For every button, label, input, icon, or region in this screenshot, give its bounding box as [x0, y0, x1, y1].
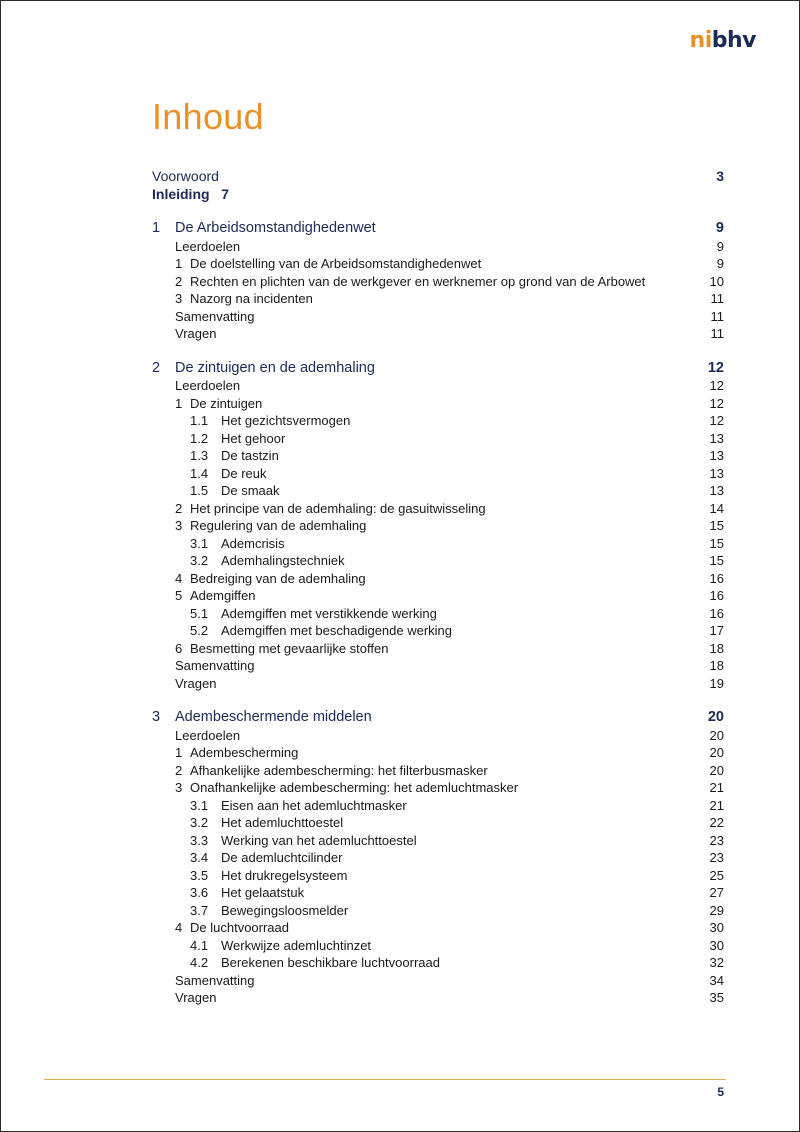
entry-number: 3.7: [190, 902, 209, 918]
chapter-page: 20: [707, 709, 724, 725]
entry-label: Besmetting met gevaarlijke stoffen: [190, 640, 389, 656]
entry-label: De reuk: [221, 465, 267, 481]
entry-page: 11: [710, 326, 724, 341]
entry-label: De ademluchtcilinder: [221, 850, 343, 865]
entry-page: 12: [709, 413, 724, 428]
entry-number: 4.1: [190, 937, 209, 953]
chapter-number: 1: [152, 220, 161, 236]
chapter-page: 9: [715, 220, 724, 236]
entry-page: 30: [709, 920, 724, 935]
entry-label: Leerdoelen: [175, 238, 241, 254]
entry-number: 3: [175, 518, 183, 533]
entry-label: Berekenen beschikbare luchtvoorraad: [221, 955, 440, 970]
entry-label: Vragen: [175, 675, 217, 691]
toc-entry[interactable]: [152, 972, 724, 990]
entry-page: 13: [709, 430, 724, 446]
entry-number: 2: [175, 500, 183, 516]
toc-entry-voorwoord[interactable]: [152, 168, 724, 186]
entry-page: 20: [709, 762, 724, 778]
entry-number: 4: [175, 920, 183, 935]
entry-number: 1.5: [190, 483, 209, 498]
toc-entry[interactable]: [152, 989, 724, 1007]
entry-label: Ademgiffen: [190, 588, 256, 603]
toc-entry[interactable]: [152, 902, 724, 920]
entry-label: Rechten en plichten van de werkgever en werknemer op grond van de Arbowet: [190, 273, 646, 289]
table-of-contents: [152, 168, 724, 1007]
toc-entry[interactable]: [152, 622, 724, 640]
toc-entry[interactable]: [152, 482, 724, 500]
entry-label: Ademcrisis: [221, 535, 285, 551]
toc-entry[interactable]: [152, 430, 724, 448]
entry-label: Samenvatting: [175, 972, 255, 988]
entry-label: Afhankelijke adembescherming: het filterbusmasker: [190, 762, 488, 778]
entry-page: 20: [709, 727, 724, 743]
toc-entry[interactable]: [152, 395, 724, 413]
entry-page: 34: [709, 972, 724, 988]
toc-entry-label: Voorwoord: [152, 168, 219, 184]
entry-number: 1.2: [190, 430, 209, 446]
chapters-container: [152, 203, 724, 1007]
toc-entry[interactable]: [152, 954, 724, 972]
entry-page: 13: [709, 465, 724, 481]
toc-entry-label: Inleiding: [152, 185, 210, 202]
entry-label: Het drukregelsysteem: [221, 867, 348, 883]
entry-label: Leerdoelen: [175, 727, 241, 743]
chapter-number: 3: [152, 709, 161, 725]
entry-label: Ademgiffen met beschadigende werking: [221, 623, 453, 638]
page-number: 5: [717, 1085, 724, 1099]
entry-number: 3: [175, 291, 183, 306]
toc-chapter-3[interactable]: [152, 709, 724, 727]
toc-entry[interactable]: [152, 290, 724, 308]
entry-label: Vragen: [175, 326, 217, 341]
entry-page: 21: [709, 797, 724, 813]
toc-chapter-1[interactable]: [152, 220, 724, 238]
toc-chapter-2[interactable]: [152, 360, 724, 378]
toc-entry[interactable]: [152, 412, 724, 430]
entry-label: Het principe van de ademhaling: de gasuitwisseling: [190, 500, 486, 516]
entry-page: 29: [709, 902, 724, 918]
page-title: Inhoud: [152, 96, 264, 137]
chapter-spacer: [152, 692, 724, 709]
entry-page: 25: [709, 867, 724, 883]
entry-page: 27: [709, 885, 724, 900]
entry-page: 16: [709, 605, 724, 621]
chapter-number: 2: [152, 359, 161, 376]
toc-entry[interactable]: [152, 849, 724, 867]
entry-page: 18: [709, 640, 724, 656]
entry-label: Bewegingsloosmelder: [221, 902, 349, 918]
entry-number: 1: [175, 395, 183, 411]
entry-page: 15: [709, 553, 724, 568]
toc-entry[interactable]: [152, 535, 724, 553]
toc-entry[interactable]: [152, 255, 724, 273]
entry-page: 15: [709, 518, 724, 533]
toc-entry[interactable]: [152, 937, 724, 955]
entry-page: 32: [709, 955, 724, 970]
entry-label: Nazorg na incidenten: [190, 291, 313, 306]
entry-label: Leerdoelen: [175, 378, 241, 393]
entry-label: De zintuigen: [190, 395, 263, 411]
entry-label: Ademhalingstechniek: [221, 553, 345, 568]
entry-page: 23: [709, 832, 724, 848]
entry-page: 30: [709, 937, 724, 953]
toc-entry[interactable]: [152, 779, 724, 797]
toc-entry[interactable]: [152, 832, 724, 850]
entry-label: De smaak: [221, 483, 280, 498]
toc-entry[interactable]: [152, 570, 724, 588]
entry-label: Ademgiffen met verstikkende werking: [221, 605, 437, 621]
toc-entry[interactable]: [152, 919, 724, 937]
entry-page: 10: [709, 273, 724, 289]
entry-label: De doelstelling van de Arbeidsomstandighedenwet: [190, 256, 482, 271]
entry-number: 3.4: [190, 850, 209, 865]
entry-number: 2: [175, 273, 183, 289]
logo-part-bhv: bhv: [711, 28, 756, 53]
entry-number: 1: [175, 745, 183, 760]
chapter-title: Adembeschermende middelen: [175, 709, 372, 725]
entry-number: 3.5: [190, 867, 209, 883]
toc-entry[interactable]: [152, 273, 724, 291]
entry-number: 3.2: [190, 553, 209, 568]
toc-entry[interactable]: [152, 465, 724, 483]
footer-divider: [44, 1079, 726, 1080]
entry-page: 35: [709, 990, 724, 1005]
entry-page: 23: [709, 850, 724, 865]
entry-page: 14: [709, 500, 724, 516]
nibhv-logo: [690, 28, 756, 53]
chapter-spacer: [152, 343, 724, 360]
entry-label: Bedreiging van de ademhaling: [190, 570, 366, 586]
entry-number: 3.3: [190, 832, 209, 848]
entry-page: 20: [709, 745, 724, 760]
entry-page: 13: [709, 483, 724, 498]
entry-number: 3: [175, 780, 183, 795]
toc-entry-inleiding[interactable]: [152, 186, 724, 204]
entry-number: 1.3: [190, 448, 209, 463]
entry-label: Eisen aan het ademluchtmasker: [221, 797, 407, 813]
toc-entry[interactable]: [152, 867, 724, 885]
entry-page: 11: [710, 308, 724, 324]
entry-number: 4: [175, 570, 183, 586]
entry-label: De tastzin: [221, 448, 279, 463]
entry-page: 9: [716, 238, 724, 254]
entry-page: 12: [709, 378, 724, 393]
toc-entry-page: 3: [716, 168, 724, 184]
entry-number: 3.6: [190, 885, 209, 900]
entry-page: 13: [709, 448, 724, 463]
entry-number: 2: [175, 762, 183, 778]
logo-part-ni: ni: [689, 28, 712, 53]
toc-entry-page: 7: [221, 185, 230, 202]
toc-entry[interactable]: [152, 744, 724, 762]
entry-label: Werking van het ademluchttoestel: [221, 832, 417, 848]
chapter-title: De zintuigen en de ademhaling: [175, 359, 375, 376]
toc-entry[interactable]: [152, 377, 724, 395]
entry-page: 22: [709, 815, 724, 830]
entry-number: 5: [175, 588, 183, 603]
entry-number: 4.2: [190, 955, 209, 970]
entry-number: 1.4: [190, 465, 209, 481]
toc-entry[interactable]: [152, 325, 724, 343]
entry-page: 21: [709, 780, 724, 795]
entry-label: Vragen: [175, 990, 217, 1005]
entry-number: 3.1: [190, 797, 209, 813]
entry-number: 5.1: [190, 605, 209, 621]
entry-label: Het gehoor: [221, 430, 286, 446]
toc-entry[interactable]: [152, 797, 724, 815]
entry-label: Adembescherming: [190, 745, 299, 760]
toc-entry[interactable]: [152, 500, 724, 518]
entry-page: 9: [716, 256, 724, 271]
entry-page: 17: [709, 623, 724, 638]
toc-entry[interactable]: [152, 605, 724, 623]
entry-number: 1.1: [190, 413, 209, 428]
entry-page: 18: [709, 658, 724, 673]
toc-entry[interactable]: [152, 675, 724, 693]
toc-entry[interactable]: [152, 587, 724, 605]
entry-number: 5.2: [190, 623, 209, 638]
toc-entry[interactable]: [152, 238, 724, 256]
entry-label: Werkwijze ademluchtinzet: [221, 937, 372, 953]
toc-entry[interactable]: [152, 447, 724, 465]
chapter-spacer: [152, 203, 724, 220]
toc-entry[interactable]: [152, 814, 724, 832]
toc-entry[interactable]: [152, 552, 724, 570]
toc-entry[interactable]: [152, 640, 724, 658]
entry-number: 3.1: [190, 535, 209, 551]
entry-number: 6: [175, 640, 183, 656]
toc-entry[interactable]: [152, 657, 724, 675]
entry-page: 16: [709, 588, 724, 603]
entry-label: Samenvatting: [175, 308, 255, 324]
entry-number: 3.2: [190, 815, 209, 830]
entry-page: 11: [710, 291, 724, 306]
entry-page: 12: [709, 395, 724, 411]
entry-label: Regulering van de ademhaling: [190, 518, 367, 533]
entry-label: Het gelaatstuk: [221, 885, 305, 900]
entry-label: Het ademluchttoestel: [221, 815, 344, 830]
entry-label: Het gezichtsvermogen: [221, 413, 351, 428]
entry-label: Onafhankelijke adembescherming: het ademluchtmasker: [190, 780, 519, 795]
toc-entry[interactable]: [152, 762, 724, 780]
entry-page: 19: [709, 675, 724, 691]
chapter-title: De Arbeidsomstandighedenwet: [175, 220, 376, 236]
entry-page: 16: [709, 570, 724, 586]
entry-number: 1: [175, 256, 183, 271]
entry-page: 15: [709, 535, 724, 551]
toc-entry[interactable]: [152, 727, 724, 745]
toc-entry[interactable]: [152, 517, 724, 535]
entry-label: De luchtvoorraad: [190, 920, 289, 935]
toc-entry[interactable]: [152, 884, 724, 902]
toc-entry[interactable]: [152, 308, 724, 326]
chapter-page: 12: [707, 359, 724, 376]
entry-label: Samenvatting: [175, 658, 255, 673]
